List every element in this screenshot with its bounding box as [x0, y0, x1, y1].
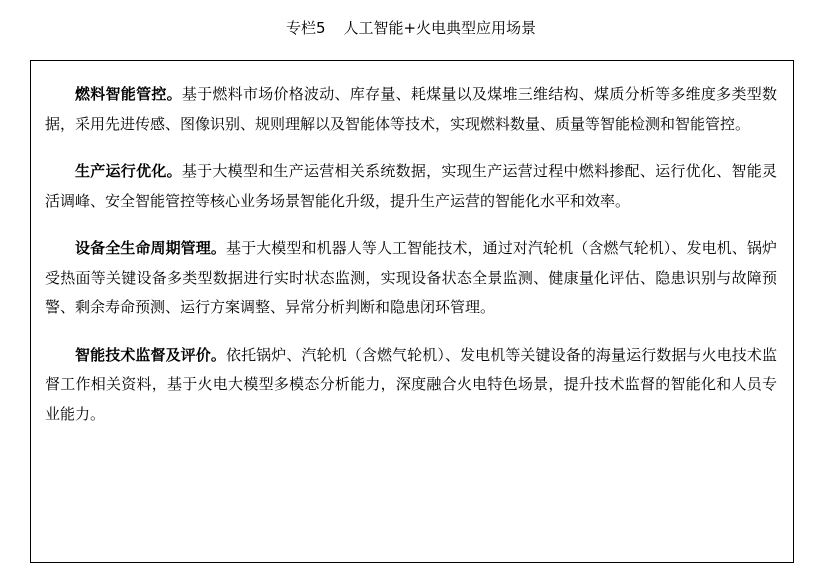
paragraph-heading: 设备全生命周期管理。 [75, 239, 226, 257]
paragraph-heading: 燃料智能管控。 [75, 85, 182, 103]
paragraph-heading: 生产运行优化。 [75, 162, 182, 180]
paragraph-heading: 智能技术监督及评价。 [75, 345, 226, 364]
page-title [0, 18, 822, 38]
paragraph-body: 基于燃料市场价格波动、库存量、耗煤量以及煤堆三维结构、煤质分析等多维度多类型数据，采用先进传感、图像识别、规则理解以及智能体等技术，实现燃料数量、质量等智能检测和智能管控。 [45, 85, 777, 133]
paragraph-body: 基于大模型和机器人等人工智能技术，通过对汽轮机（含燃气轮机）、发电机、锅炉受热面等关键设备多类型数据进行实时状态监测，实现设备状态全景监测、健康量化评估、隐患识别与故障预警、剩余寿命预测、运行方案调整、异常分析判断和隐患闭环管理。 [45, 239, 777, 316]
content-box [30, 60, 794, 563]
paragraph-technical-supervision [45, 341, 777, 430]
paragraph-body: 依托锅炉、汽轮机（含燃气轮机）、发电机等关键设备的海量运行数据与火电技术监督工作相关资料，基于火电大模型多模态分析能力，深度融合火电特色场景，提升技术监督的智能化和人员专业能力。 [45, 345, 777, 423]
paragraph-production-optimization [45, 157, 777, 216]
column-number: 专栏5 [285, 19, 326, 37]
paragraph-body: 基于大模型和生产运营相关系统数据，实现生产运营过程中燃料掺配、运行优化、智能灵活调峰、安全智能管控等核心业务场景智能化升级，提升生产运营的智能化水平和效率。 [45, 162, 777, 210]
column-title: 人工智能+火电典型应用场景 [343, 19, 537, 37]
paragraph-fuel-control [45, 80, 777, 139]
paragraph-equipment-lifecycle [45, 234, 777, 323]
